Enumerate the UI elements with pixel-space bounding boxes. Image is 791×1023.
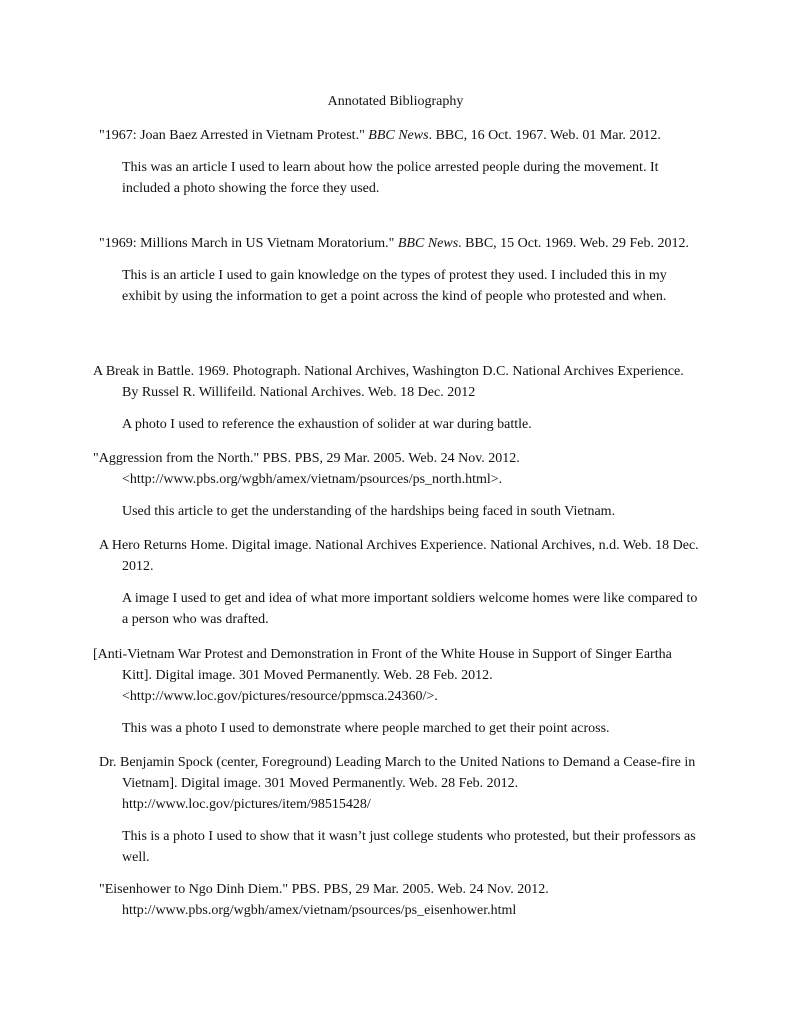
citation: A Break in Battle. 1969. Photograph. National Archives, Washington D.C. National Archives Experience. By Russel R. Willifeild. National Archives. Web. 18 Dec. 2012 [93, 364, 684, 400]
annotation: This was a photo I used to demonstrate where people marched to get their point across. [122, 721, 610, 736]
page-title: Annotated Bibliography [327, 94, 464, 109]
bibliography-entry [93, 535, 699, 630]
annotation: A image I used to get and idea of what more important soldiers welcome homes were like compared to a person who was drafted. [122, 591, 698, 627]
citation [99, 233, 699, 254]
annotation: This was an article I used to learn about how the police arrested people during the movement. It included a photo showing the force they used. [122, 160, 659, 196]
citation-source: BBC News [368, 128, 429, 143]
citation-text: . BBC, 15 Oct. 1969. Web. 29 Feb. 2012. [458, 236, 689, 251]
citation-source: BBC News [397, 236, 459, 251]
annotation: A photo I used to reference the exhaustion of solider at war during battle. [122, 417, 532, 432]
bibliography-entry [93, 448, 699, 523]
annotation: This is an article I used to gain knowledge on the types of protest they used. I included this in my exhibit by using the information to get a point across the kind of people who protested and when. [122, 268, 667, 304]
bibliography-entry [93, 233, 699, 307]
citation [99, 125, 699, 146]
bibliography-entry [93, 879, 699, 921]
bibliography-entry [93, 361, 699, 436]
bibliography-entry [93, 752, 699, 868]
citation-text: . BBC, 16 Oct. 1967. Web. 01 Mar. 2012. [428, 128, 661, 143]
citation: "Eisenhower to Ngo Dinh Diem." PBS. PBS, 29 Mar. 2005. Web. 24 Nov. 2012. http://www.pbs.org/wgbh/amex/vietnam/psources/ps_eisenhower.html [99, 882, 549, 918]
annotation: This is a photo I used to show that it wasn’t just college students who protested, but their professors as well. [122, 829, 696, 865]
citation-text: "1967: Joan Baez Arrested in Vietnam Protest." [99, 128, 369, 143]
citation-text: "1969: Millions March in US Vietnam Moratorium." [99, 236, 398, 251]
bibliography-entry [93, 125, 699, 199]
annotation: Used this article to get the understanding of the hardships being faced in south Vietnam. [122, 504, 616, 519]
bibliography-entry [93, 644, 699, 740]
citation: Dr. Benjamin Spock (center, Foreground) Leading March to the United Nations to Demand a Cease-fire in Vietnam]. Digital image. 301 Moved Permanently. Web. 28 Feb. 2012. http://www.loc.gov/pictures/item/98515428/ [99, 755, 696, 812]
citation: [Anti-Vietnam War Protest and Demonstration in Front of the White House in Support of Singer Eartha Kitt]. Digital image. 301 Moved Permanently. Web. 28 Feb. 2012.<http://www.loc.gov/pictures/resource/ppmsca.24360/>. [93, 647, 672, 704]
citation: A Hero Returns Home. Digital image. National Archives Experience. National Archives, n.d. Web. 18 Dec. 2012. [99, 538, 699, 574]
citation: "Aggression from the North." PBS. PBS, 29 Mar. 2005. Web. 24 Nov. 2012. <http://www.pbs.org/wgbh/amex/vietnam/psources/ps_north.html>. [93, 451, 520, 487]
